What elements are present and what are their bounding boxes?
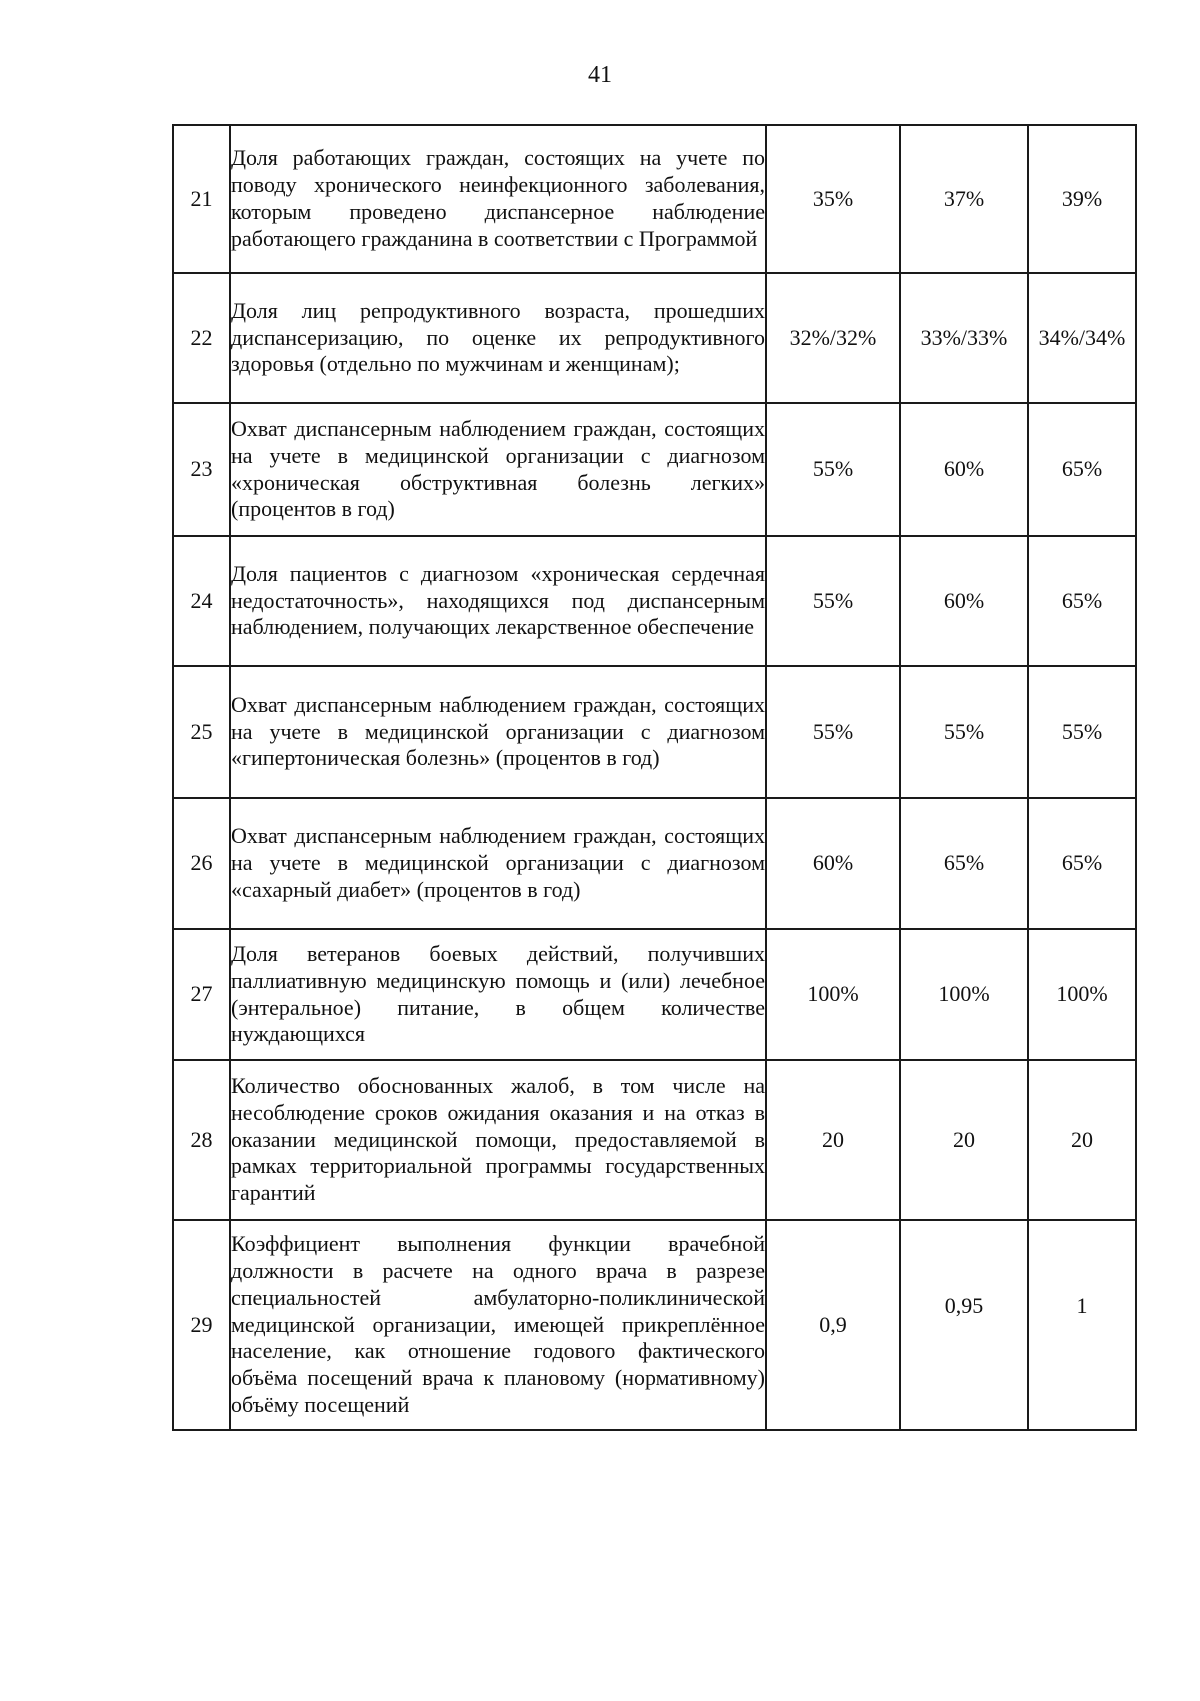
value-year-3: 20 [1028, 1060, 1136, 1220]
indicator-description: Доля пациентов с диагнозом «хроническая сердечная недостаточность», находящихся под диспансерным наблюдением, получающих лекарственное обеспечение [230, 536, 766, 666]
row-number: 26 [173, 798, 230, 929]
row-number: 22 [173, 273, 230, 403]
row-number: 25 [173, 666, 230, 798]
row-number: 27 [173, 929, 230, 1060]
value-year-1: 35% [766, 125, 900, 273]
value-year-2: 60% [900, 403, 1028, 536]
value-year-3: 100% [1028, 929, 1136, 1060]
value-year-3: 55% [1028, 666, 1136, 798]
table-row [173, 798, 1136, 929]
value-year-2: 60% [900, 536, 1028, 666]
value-year-3: 65% [1028, 798, 1136, 929]
value-year-1: 100% [766, 929, 900, 1060]
value-year-1: 55% [766, 536, 900, 666]
value-year-2: 37% [900, 125, 1028, 273]
value-year-2: 33%/33% [900, 273, 1028, 403]
value-year-3: 65% [1028, 536, 1136, 666]
row-number: 29 [173, 1220, 230, 1430]
value-year-1: 32%/32% [766, 273, 900, 403]
page-number: 41 [588, 62, 612, 88]
table-row [173, 1220, 1136, 1430]
value-year-1: 55% [766, 666, 900, 798]
indicator-description: Количество обоснованных жалоб, в том числе на несоблюдение сроков ожидания оказания и на отказ в оказании медицинской помощи, предоставляемой в рамках территориальной программы государственных гарантий [230, 1060, 766, 1220]
indicator-description: Доля лиц репродуктивного возраста, прошедших диспансеризацию, по оценке их репродуктивного здоровья (отдельно по мужчинам и женщинам); [230, 273, 766, 403]
indicators-table [172, 124, 1137, 1431]
indicator-description: Доля ветеранов боевых действий, получивших паллиативную медицинскую помощь и (или) лечебное (энтеральное) питание, в общем количестве нуждающихся [230, 929, 766, 1060]
indicator-description: Охват диспансерным наблюдением граждан, состоящих на учете в медицинской организации с диагнозом «сахарный диабет» (процентов в год) [230, 798, 766, 929]
indicator-description: Доля работающих граждан, состоящих на учете по поводу хронического неинфекционного заболевания, которым проведено диспансерное наблюдение работающего гражданина в соответствии с Программой [230, 125, 766, 273]
value-year-2: 0,95 [900, 1220, 1028, 1430]
value-year-1: 60% [766, 798, 900, 929]
value-year-3: 65% [1028, 403, 1136, 536]
table-row [173, 403, 1136, 536]
table-row [173, 666, 1136, 798]
table-row [173, 1060, 1136, 1220]
value-year-3: 34%/34% [1028, 273, 1136, 403]
value-year-3: 39% [1028, 125, 1136, 273]
table-row [173, 536, 1136, 666]
value-year-2: 65% [900, 798, 1028, 929]
value-year-2: 100% [900, 929, 1028, 1060]
value-year-2: 20 [900, 1060, 1028, 1220]
value-year-1: 20 [766, 1060, 900, 1220]
row-number: 28 [173, 1060, 230, 1220]
value-year-1: 0,9 [766, 1220, 900, 1430]
indicator-description: Охват диспансерным наблюдением граждан, состоящих на учете в медицинской организации с диагнозом «хроническая обструктивная болезнь легких» (процентов в год) [230, 403, 766, 536]
row-number: 24 [173, 536, 230, 666]
row-number: 21 [173, 125, 230, 273]
value-year-3: 1 [1028, 1220, 1136, 1430]
table-row [173, 125, 1136, 273]
table-row [173, 273, 1136, 403]
value-year-2: 55% [900, 666, 1028, 798]
indicator-description: Охват диспансерным наблюдением граждан, состоящих на учете в медицинской организации с диагнозом «гипертоническая болезнь» (процентов в год) [230, 666, 766, 798]
table-row [173, 929, 1136, 1060]
value-year-1: 55% [766, 403, 900, 536]
row-number: 23 [173, 403, 230, 536]
indicator-description: Коэффициент выполнения функции врачебной должности в расчете на одного врача в разрезе специальностей амбулаторно-поликлинической медицинской организации, имеющей прикреплённое население, как отношение годового фактического объёма посещений врача к плановому (нормативному) объёму посещений [230, 1220, 766, 1430]
